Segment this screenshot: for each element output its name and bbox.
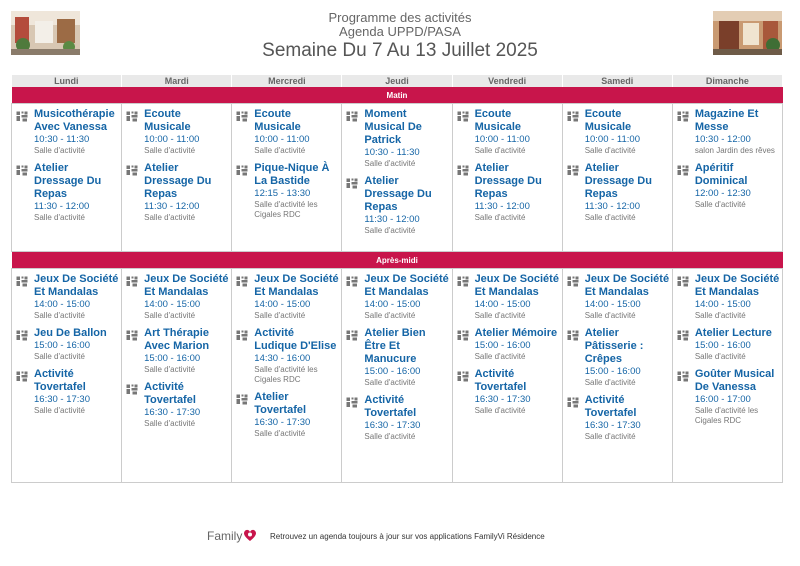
activity-item[interactable] <box>232 160 341 224</box>
activity-location: Salle d'activité <box>584 146 636 155</box>
activity-time: 16:30 - 17:30 <box>254 417 311 428</box>
program-title: Programme des activités <box>328 10 472 25</box>
activity-location: Salle d'activité <box>364 432 416 441</box>
activity-item[interactable] <box>563 325 672 392</box>
activity-time: 10:30 - 11:30 <box>364 147 420 158</box>
matin-band-row <box>12 87 783 104</box>
agenda-subtitle: Agenda UPPD/PASA <box>339 24 461 39</box>
activity-time: 12:00 - 12:30 <box>694 188 751 199</box>
activity-location: Salle d'activité <box>364 159 416 168</box>
activity-time: 14:00 - 15:00 <box>144 299 201 310</box>
people-activity-icon <box>236 391 254 439</box>
people-activity-icon <box>567 273 585 321</box>
activity-name: Atelier Mémoire <box>474 327 558 339</box>
heart-logo-icon <box>243 528 257 542</box>
activity-location: Salle d'activité <box>34 352 85 361</box>
activity-time: 11:30 - 12:00 <box>144 201 200 212</box>
activity-location: Salle d'activité <box>694 311 746 320</box>
day-cell <box>122 104 232 252</box>
people-activity-icon <box>126 381 144 429</box>
day-cell <box>672 269 782 483</box>
activity-item[interactable] <box>673 271 782 325</box>
activity-name: Ecoute Musicale <box>584 108 632 133</box>
day-cell <box>342 104 452 252</box>
day-cell <box>452 104 562 252</box>
familyvi-logo <box>207 528 257 543</box>
activity-name: Activité Ludique D'Elise <box>254 327 337 352</box>
apres-midi-band: Après-midi <box>12 252 783 269</box>
activity-item[interactable] <box>122 379 231 433</box>
activity-item[interactable] <box>232 271 341 325</box>
people-activity-icon <box>236 327 254 385</box>
activity-location: Salle d'activité <box>144 311 196 320</box>
footer <box>0 528 800 548</box>
activity-time: 14:00 - 15:00 <box>364 299 421 310</box>
people-activity-icon <box>236 273 254 321</box>
activity-item[interactable] <box>453 160 562 227</box>
activity-item[interactable] <box>673 366 782 430</box>
day-cell <box>12 269 122 483</box>
day-header-row <box>12 75 783 87</box>
activity-name: Atelier Dressage Du Repas <box>144 162 212 200</box>
activity-location: Salle d'activité <box>254 146 306 155</box>
people-activity-icon <box>457 273 475 321</box>
weekly-schedule-table <box>11 75 783 483</box>
activity-location: salon Jardin des rêves <box>694 146 775 155</box>
activity-time: 10:30 - 12:00 <box>694 134 751 145</box>
activity-name: Atelier Dressage Du Repas <box>584 162 652 200</box>
people-activity-icon <box>457 327 475 362</box>
activity-time: 16:30 - 17:30 <box>584 420 641 431</box>
activity-name: Activité Tovertafel <box>364 394 417 419</box>
activity-location: Salle d'activité <box>474 352 526 361</box>
activity-time: 14:00 - 15:00 <box>254 299 311 310</box>
activity-location: Salle d'activité <box>364 226 416 235</box>
activity-name: Ecoute Musicale <box>144 108 191 133</box>
activity-time: 14:00 - 15:00 <box>34 299 90 310</box>
people-activity-icon <box>16 162 34 223</box>
people-activity-icon <box>126 162 144 223</box>
people-activity-icon <box>677 162 695 210</box>
activity-name: Pique-Nique À La Bastide <box>254 162 330 187</box>
activity-time: 11:30 - 12:00 <box>474 201 530 212</box>
activity-location: Salle d'activité <box>144 146 196 155</box>
activity-time: 14:00 - 15:00 <box>694 299 751 310</box>
activity-name: Jeux De Société Et Mandalas <box>364 273 449 298</box>
activity-item[interactable] <box>673 160 782 214</box>
activity-location: Salle d'activité <box>34 311 85 320</box>
activity-name: Jeux De Société Et Mandalas <box>34 273 119 298</box>
people-activity-icon <box>16 108 34 156</box>
activity-item[interactable] <box>232 106 341 160</box>
activity-time: 11:30 - 12:00 <box>364 214 420 225</box>
activity-time: 16:30 - 17:30 <box>144 407 201 418</box>
activity-name: Moment Musical De Patrick <box>364 108 422 146</box>
activity-item[interactable] <box>122 325 231 379</box>
day-header-dimanche: Dimanche <box>672 75 782 87</box>
activity-name: Activité Tovertafel <box>584 394 637 419</box>
activity-name: Art Thérapie Avec Marion <box>144 327 210 352</box>
activity-item[interactable] <box>453 366 562 420</box>
activity-name: Jeux De Société Et Mandalas <box>584 273 670 298</box>
activity-location: Salle d'activité <box>364 311 416 320</box>
day-cell <box>452 269 562 483</box>
activity-item[interactable] <box>12 106 121 160</box>
activity-time: 14:30 - 16:00 <box>254 353 311 364</box>
activity-location: Salle d'activité <box>584 311 636 320</box>
activity-item[interactable] <box>122 106 231 160</box>
activity-location: Salle d'activité <box>584 213 636 222</box>
people-activity-icon <box>346 327 364 388</box>
activity-time: 10:00 - 11:00 <box>254 134 310 145</box>
activity-name: Jeux De Société Et Mandalas <box>144 273 229 298</box>
people-activity-icon <box>16 368 34 416</box>
activity-item[interactable] <box>342 106 451 173</box>
people-activity-icon <box>567 108 585 156</box>
people-activity-icon <box>457 108 475 156</box>
activity-name: Jeu De Ballon <box>34 327 107 339</box>
activity-item[interactable] <box>12 325 121 366</box>
activity-time: 16:30 - 17:30 <box>364 420 421 431</box>
activity-item[interactable] <box>453 106 562 160</box>
activity-name: Activité Tovertafel <box>144 381 196 406</box>
day-cell <box>12 104 122 252</box>
day-cell <box>232 269 342 483</box>
people-activity-icon <box>126 273 144 321</box>
day-header-samedi: Samedi <box>562 75 672 87</box>
activity-item[interactable] <box>563 392 672 446</box>
activity-name: Atelier Lecture <box>694 327 772 339</box>
activity-time: 15:00 - 16:00 <box>34 340 90 351</box>
people-activity-icon <box>457 368 475 416</box>
activity-name: Jeux De Société Et Mandalas <box>254 273 339 298</box>
activity-location: Salle d'activité <box>694 200 746 209</box>
people-activity-icon <box>126 327 144 375</box>
activity-time: 14:00 - 15:00 <box>584 299 641 310</box>
activity-location: Salle d'activité <box>474 146 526 155</box>
people-activity-icon <box>126 108 144 156</box>
day-header-mardi: Mardi <box>122 75 232 87</box>
activity-location: Salle d'activité <box>34 406 85 415</box>
activity-location: Salle d'activité <box>34 146 85 155</box>
people-activity-icon <box>457 162 475 223</box>
people-activity-icon <box>567 394 585 442</box>
activity-name: Atelier Pâtisserie : Crêpes <box>584 327 644 365</box>
activity-location: Salle d'activité <box>144 419 196 428</box>
activity-item[interactable] <box>12 366 121 420</box>
matin-row <box>12 104 783 252</box>
activity-location: Salle d'activité <box>474 311 526 320</box>
activity-name: Magazine Et Messe <box>694 108 759 133</box>
activity-item[interactable] <box>342 173 451 240</box>
activity-item[interactable] <box>563 271 672 325</box>
day-header-mercredi: Mercredi <box>232 75 342 87</box>
activity-item[interactable] <box>453 325 562 366</box>
activity-name: Atelier Tovertafel <box>254 391 307 416</box>
activity-location: Salle d'activité <box>144 213 196 222</box>
activity-name: Atelier Dressage Du Repas <box>364 175 432 213</box>
activity-name: Jeux De Société Et Mandalas <box>694 273 780 298</box>
day-cell <box>562 269 672 483</box>
activity-location: Salle d'activité les Cigales RDC <box>254 365 318 384</box>
activity-location: Salle d'activité <box>474 213 526 222</box>
activity-time: 16:30 - 17:30 <box>474 394 531 405</box>
activity-item[interactable] <box>563 160 672 227</box>
activity-name: Jeux De Société Et Mandalas <box>474 273 559 298</box>
people-activity-icon <box>346 175 364 236</box>
activity-name: Ecoute Musicale <box>474 108 522 133</box>
activity-location: Salle d'activité <box>254 429 306 438</box>
people-activity-icon <box>677 273 695 321</box>
activity-item[interactable] <box>122 271 231 325</box>
activity-time: 11:30 - 12:00 <box>584 201 640 212</box>
activity-item[interactable] <box>673 106 782 160</box>
activity-item[interactable] <box>342 392 451 446</box>
activity-name: Apéritif Dominical <box>694 162 748 187</box>
apres-midi-band-row <box>12 252 783 269</box>
activity-location: Salle d'activité les Cigales RDC <box>694 406 759 425</box>
activity-time: 15:00 - 16:00 <box>694 340 751 351</box>
activity-item[interactable] <box>232 325 341 389</box>
people-activity-icon <box>677 327 695 362</box>
day-header-vendredi: Vendredi <box>452 75 562 87</box>
activity-time: 15:00 - 16:00 <box>144 353 201 364</box>
people-activity-icon <box>567 327 585 388</box>
activity-time: 14:00 - 15:00 <box>474 299 531 310</box>
activity-location: Salle d'activité <box>584 378 636 387</box>
activity-item[interactable] <box>342 325 451 392</box>
activity-time: 15:00 - 16:00 <box>474 340 531 351</box>
activity-location: Salle d'activité <box>144 365 196 374</box>
matin-band: Matin <box>12 87 783 104</box>
people-activity-icon <box>16 273 34 321</box>
people-activity-icon <box>677 108 695 156</box>
activity-time: 11:30 - 12:00 <box>34 201 90 212</box>
activity-location: Salle d'activité <box>254 311 306 320</box>
day-cell <box>672 104 782 252</box>
activity-item[interactable] <box>232 389 341 443</box>
people-activity-icon <box>567 162 585 223</box>
people-activity-icon <box>346 394 364 442</box>
activity-item[interactable] <box>563 106 672 160</box>
people-activity-icon <box>236 108 254 156</box>
activity-location: Salle d'activité <box>364 378 416 387</box>
activity-item[interactable] <box>12 271 121 325</box>
activity-name: Atelier Dressage Du Repas <box>34 162 102 200</box>
activity-time: 10:30 - 11:30 <box>34 134 90 145</box>
activity-time: 15:00 - 16:00 <box>364 366 421 377</box>
activity-name: Goûter Musical De Vanessa <box>694 368 775 393</box>
activity-location: Salle d'activité les Cigales RDC <box>254 200 318 219</box>
people-activity-icon <box>677 368 695 426</box>
activity-location: Salle d'activité <box>34 213 85 222</box>
activity-item[interactable] <box>673 325 782 366</box>
apres-midi-row <box>12 269 783 483</box>
activity-item[interactable] <box>122 160 231 227</box>
activity-time: 16:30 - 17:30 <box>34 394 90 405</box>
day-cell <box>122 269 232 483</box>
people-activity-icon <box>16 327 34 362</box>
activity-name: Activité Tovertafel <box>474 368 527 393</box>
activity-location: Salle d'activité <box>584 432 636 441</box>
familyvi-logo-text: Family <box>207 529 243 543</box>
activity-location: Salle d'activité <box>474 406 526 415</box>
activity-name: Atelier Bien Être Et Manucure <box>364 327 426 365</box>
day-cell <box>342 269 452 483</box>
activity-item[interactable] <box>342 271 451 325</box>
activity-time: 10:00 - 11:00 <box>474 134 530 145</box>
activity-time: 15:00 - 16:00 <box>584 366 641 377</box>
week-title: Semaine Du 7 Au 13 Juillet 2025 <box>262 40 538 61</box>
day-header-lundi: Lundi <box>12 75 122 87</box>
activity-time: 10:00 - 11:00 <box>144 134 200 145</box>
activity-name: Musicothérapie Avec Vanessa <box>34 108 115 133</box>
day-cell <box>562 104 672 252</box>
day-cell <box>232 104 342 252</box>
activity-location: Salle d'activité <box>694 352 746 361</box>
activity-time: 12:15 - 13:30 <box>254 188 311 199</box>
people-activity-icon <box>346 108 364 169</box>
activity-item[interactable] <box>453 271 562 325</box>
footer-text: Retrouvez un agenda toujours à jour sur vos applications FamilyVi Résidence <box>270 532 545 541</box>
day-header-jeudi: Jeudi <box>342 75 452 87</box>
activity-name: Atelier Dressage Du Repas <box>474 162 542 200</box>
activity-name: Ecoute Musicale <box>254 108 301 133</box>
activity-item[interactable] <box>12 160 121 227</box>
people-activity-icon <box>236 162 254 220</box>
activity-name: Activité Tovertafel <box>34 368 86 393</box>
activity-time: 16:00 - 17:00 <box>694 394 751 405</box>
people-activity-icon <box>346 273 364 321</box>
activity-time: 10:00 - 11:00 <box>584 134 640 145</box>
